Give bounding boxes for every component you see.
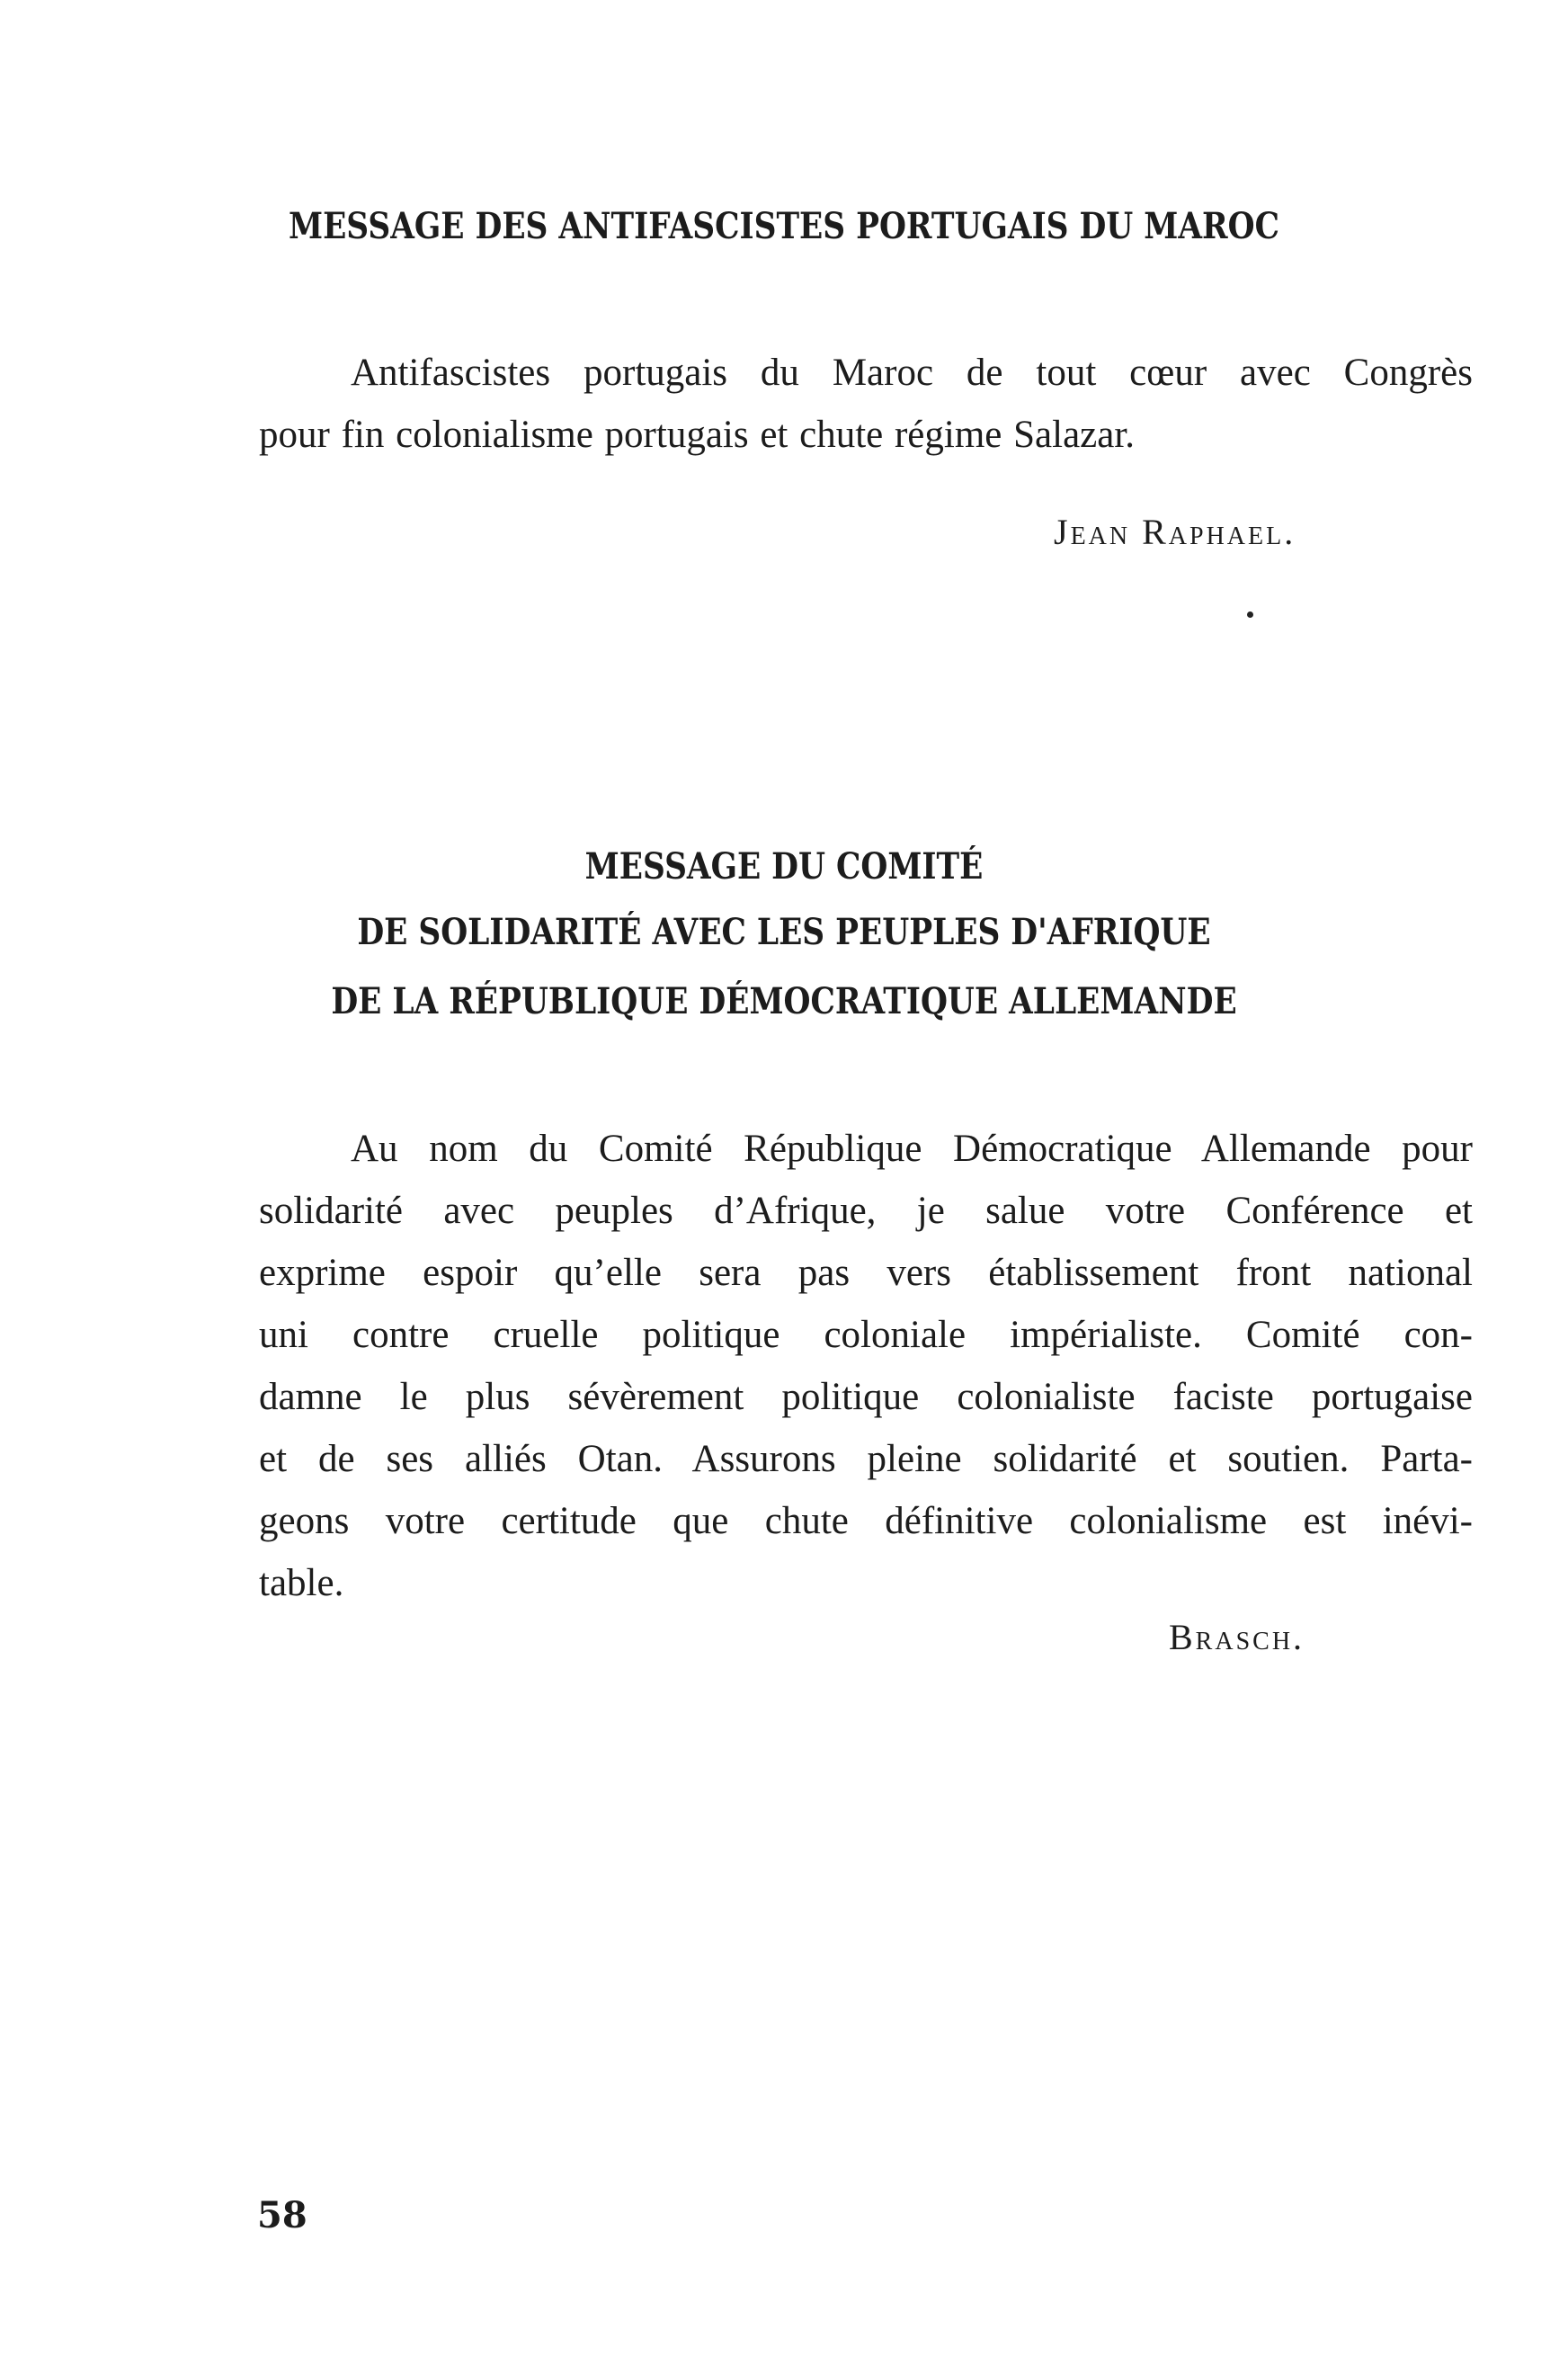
section2-title-line-2: DE SOLIDARITÉ AVEC LES PEUPLES D'AFRIQUE	[357, 911, 1211, 953]
section2-line: solidarité avec peuples d’Afrique, je salue votre Conférence et	[259, 1190, 1473, 1232]
section1-line: Antifascistes portugais du Maroc de tout cœur avec Congrès	[351, 352, 1473, 394]
section2-line: geons votre certitude que chute définitive colonialisme est inévi-	[259, 1500, 1473, 1542]
section2-line: Au nom du Comité République Démocratique Allemande pour	[351, 1128, 1473, 1170]
stray-dot	[1247, 611, 1253, 618]
section2-body	[259, 1118, 1473, 1614]
section2-line: exprime espoir qu’elle sera pas vers établissement front national	[259, 1252, 1473, 1294]
section2-signature: Brasch.	[1169, 1617, 1305, 1657]
section2-title-line-3: DE LA RÉPUBLIQUE DÉMOCRATIQUE ALLEMANDE	[331, 980, 1237, 1022]
section2-line: table.	[259, 1562, 344, 1604]
section2-line: uni contre cruelle politique coloniale impérialiste. Comité con-	[259, 1314, 1473, 1356]
section1-body	[259, 342, 1473, 466]
section1-signature: Jean Raphael.	[1054, 512, 1296, 552]
section2-line: damne le plus sévèrement politique colonialiste faciste portugaise	[259, 1376, 1473, 1418]
section1-title: MESSAGE DES ANTIFASCISTES PORTUGAIS DU MAROC	[289, 205, 1279, 247]
page-number: 58	[257, 2194, 307, 2236]
section2-line: et de ses alliés Otan. Assurons pleine solidarité et soutien. Parta-	[259, 1438, 1473, 1480]
section1-line: pour fin colonialisme portugais et chute régime Salazar.	[259, 414, 1136, 456]
section2-title-line-1: MESSAGE DU COMITÉ	[584, 845, 984, 888]
